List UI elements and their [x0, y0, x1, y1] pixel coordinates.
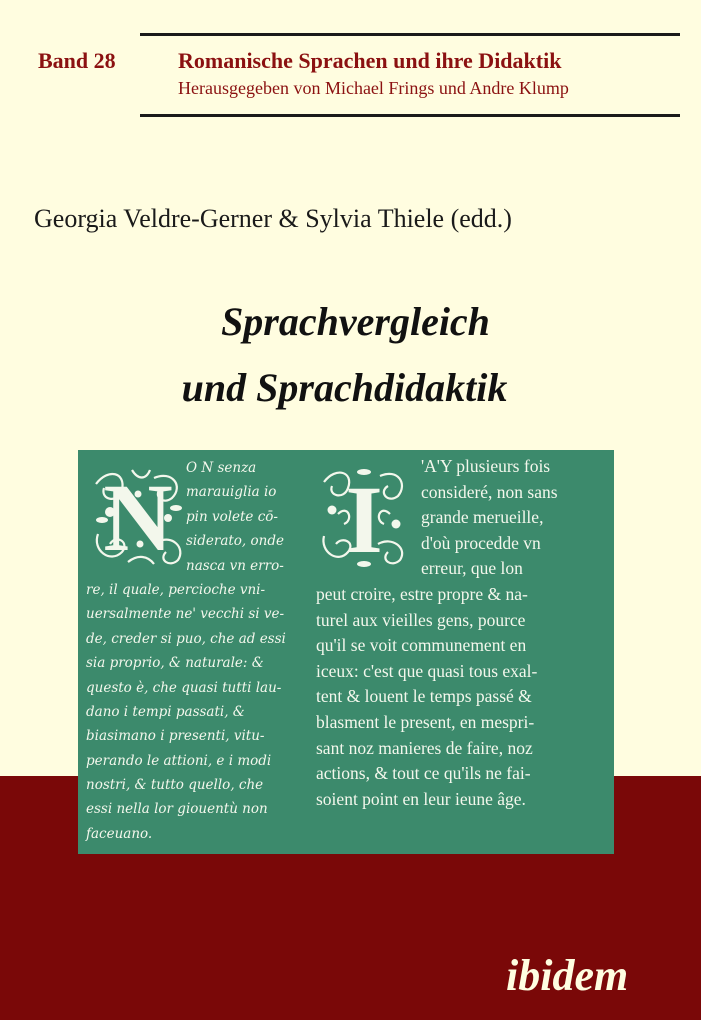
italian-text-line: uersalmente ne' vecchi si ve- [86, 606, 285, 623]
italian-text-line: nasca vn erro- [186, 557, 284, 574]
italian-text-line: O N senza [186, 460, 257, 476]
french-text-line: soient point en leur ieune âge. [316, 788, 526, 809]
svg-text:I: I [345, 466, 383, 570]
french-text-line: iceux: c'est que quasi tous exal- [316, 660, 538, 681]
book-title-line-2: und Sprachdidaktik [181, 365, 508, 410]
french-text-line: turel aux vieilles gens, pource [316, 609, 526, 630]
italian-text-column [86, 456, 286, 846]
french-text-column [316, 454, 558, 812]
italian-text-line: de, creder si puo, che ad essi [86, 630, 286, 647]
french-text-line: 'A'Y plusieurs fois [421, 456, 551, 476]
italian-text-line: re, il quale, percioche vni- [86, 581, 266, 598]
italian-text-line: marauiglia io [186, 484, 277, 501]
historical-text-illustration [78, 450, 614, 854]
series-volume-number: Band 28 [38, 48, 116, 73]
svg-text:N: N [103, 464, 173, 570]
italian-text-line: nostri, & tutto quello, che [86, 777, 264, 794]
italian-text-line: sia proprio, & naturale: & [86, 655, 264, 672]
french-text-line: d'où procedde vn [421, 532, 541, 553]
series-bottom-rule [140, 114, 680, 117]
series-editors: Herausgegeben von Michael Frings und Andre Klump [178, 78, 569, 98]
italian-text-line: pin volete cō- [186, 508, 278, 525]
series-top-rule [140, 33, 680, 36]
book-authors: Georgia Veldre-Gerner & Sylvia Thiele (edd.) [34, 204, 512, 233]
series-title: Romanische Sprachen und ihre Didaktik [178, 48, 562, 73]
italian-text-line: dano i tempi passati, & [86, 703, 245, 720]
publisher-logo: ibidem [506, 951, 629, 1000]
french-text-line: consideré, non sans [421, 481, 558, 502]
french-text-line: peut croire, estre propre & na- [316, 583, 528, 604]
french-text-line: grande merueille, [421, 507, 544, 528]
french-text-line: erreur, que lon [421, 558, 523, 579]
italian-text-line: perando le attioni, e i modi [86, 752, 272, 769]
italian-text-line: biasimano i presenti, vitu- [86, 728, 265, 745]
italian-text-line: siderato, onde [186, 533, 284, 550]
french-text-line: sant noz manieres de faire, noz [316, 737, 533, 758]
italian-text-line: questo è, che quasi tutti lau- [86, 679, 282, 696]
french-text-line: qu'il se voit communement en [316, 635, 527, 656]
italian-text-line: faceuano. [86, 825, 153, 842]
french-text-line: blasment le present, en mespri- [316, 711, 535, 732]
book-title-line-1: Sprachvergleich [221, 299, 490, 344]
french-text-line: actions, & tout ce qu'ils ne fai- [316, 763, 531, 784]
italian-text-line: essi nella lor giouentù non [86, 801, 268, 818]
french-text-line: tent & louent le temps passé & [316, 686, 532, 707]
